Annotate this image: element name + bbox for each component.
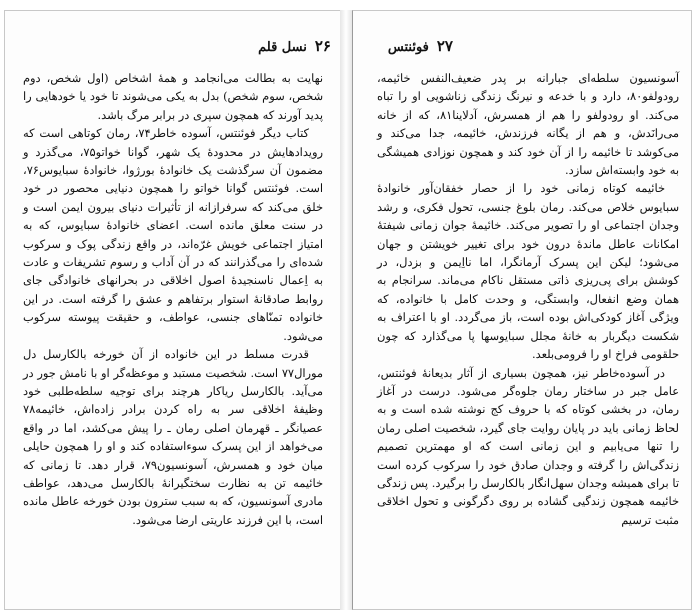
paragraph: خائیمه کوتاه زمانی خود را از حصار خفقان‌آور خانوادهٔ سبایوس خلاص می‌کند. رمان بلوغ جنسی، تحول فکری، و رشد وجدان اجتماعی او را تصویر می‌کند. خائیمهٔ جوان زمانی شیفتهٔ امکانات عاطل ماندهٔ درون خود برای تغییر خویشتن و جهان می‌شود؛ لیکن این پسرک آرمانگرا، اما نااِیمن و بزدل، در کوشش برای پی‌ریزی ذاتی مستقل ناکام می‌ماند. سرانجام به همان وضع انفعال، وابستگی، و وحدت کامل با خانواده، که ویژگی آغاز کودکی‌اش بوده است، باز می‌گردد. او با اعتراف به شکست دیگربار به خانهٔ مجلل سبایوسها پا می‌گذارد که چون حلقومی فراخ او را فرومی‌بلعد. [377, 181, 679, 362]
left-page-number: ۲۶ [314, 37, 331, 55]
left-page-body [23, 69, 323, 529]
paragraph: آسونسیون سلطه‌ای جبارانه بر پدر ضعیف‌النفس خائیمه، رودولفو۸۰، دارد و با خدعه و نیرنگ زندگی زناشویی او را تباه می‌کند. او رودولفو را هم از همسرش، آدلاینا۸۱، که از خانه می‌رانَدش، و هم از یگانه فرزندش، خائیمه، جدا می‌کند و می‌کوشد تا خائیمه را از آن خود کند و همچون نوزادی همیشگی به خود وابسته‌اش سازد. [377, 71, 680, 178]
paragraph: در آسوده‌خاطر نیز، همچون بسیاری از آثار بدیعانهٔ فوئنتس، عامل جبر در ساختار رمان جلوه‌گر می‌شود. درست در آغاز رمان، در بخشی کوتاه که با حروف کج نوشته شده است و به لحاظ زمانی باید در پایان روایت جای گیرد، شخصیت اصلی رمان را تنها می‌یابیم و این زمانی است که او مهمترین تصمیم زندگی‌اش را گرفته و وجدان صادق خود را سرکوب کرده است تا برای همیشه وجدان سهل‌انگار بالکارسل را برگیرد. پس زندگی خائیمه همچون زندگیی گشاده بر روی دگرگونی و تحول اخلاقی مثبت ترسیم [377, 365, 679, 527]
book-gutter [340, 10, 352, 610]
paragraph: قدرت مسلط در این خانواده از آن خورخه بالکارسل دل مورال۷۷ است. شخصیت مستبد و موعظه‌گر او با نامش جور در می‌آید. بالکارسل ریاکار هرچند برای توجیه سلطه‌طلبی خود وظیفهٔ اخلاقی سر به راه کردن برادر زاده‌اش، خائیمه۷۸ عصیانگر ـ قهرمان اصلی رمان ـ را پیش می‌کشد، اما در واقع می‌خواهد از این پسرک سوءاستفاده کند و او را همچون حایلی میان خود و همسرش، آسونسیون۷۹، قرار دهد. تا زمانی که خائیمه تن به نظارت سختگیرانهٔ بالکارسل می‌دهد، عواطف مادری آسونسیون، که به سبب سترون بودن خورخه عاطل مانده است، با این فرزند عاریتی ارضا می‌شود. [23, 347, 323, 527]
right-page-header [373, 37, 453, 59]
left-page [4, 10, 340, 610]
right-page [352, 10, 692, 610]
left-running-head: نسل قلم [258, 40, 307, 55]
paragraph: کتاب دیگر فوئنتس، آسوده خاطر۷۴، رمان کوتاهی است که رویدادهایش در محدودهٔ یک شهر، گوانا خواتو۷۵، می‌گذرد و مضمون آن سرگذشت یک خانوادهٔ بورژوا، خانوادهٔ سبایوس۷۶، است. فوئنتس گوانا خواتو را همچون دنیایی محصور در خود خلق می‌کند که سرفرازانه از تأثیرات دنیای بیرون ایمن است و در سنت معلق مانده است. اعضای خانوادهٔ سبایوس، که به امتیاز اجتماعی خویش غرّه‌اند، در واقع زندگی پوک و سرکوب شده‌ای را می‌گذرانند که در آن آداب و رسوم تشریفات و عادت به اِعمال ناسنجیدهٔ اصول اخلاقی در بحرانهای خانوادگی جای روابط صادقانهٔ استوار برتفاهم و عشق را گرفته است. در این خانواده تمنّاهای جنسی، عواطف، و حقیقت پیوسته سرکوب می‌شود. [23, 126, 323, 343]
right-page-number: ۲۷ [436, 37, 453, 55]
right-running-head: فوئنتس [387, 40, 429, 55]
left-page-header [251, 37, 331, 59]
paragraph: نهایت به بطالت می‌انجامد و همهٔ اشخاص (اول شخص، دوم شخص، سوم شخص) بدل به یکی می‌شوند تا خود یا خودهایی را پدید آورند که همچون سپری در برابر مرگ باشد. [23, 71, 323, 122]
right-page-body [377, 69, 679, 529]
